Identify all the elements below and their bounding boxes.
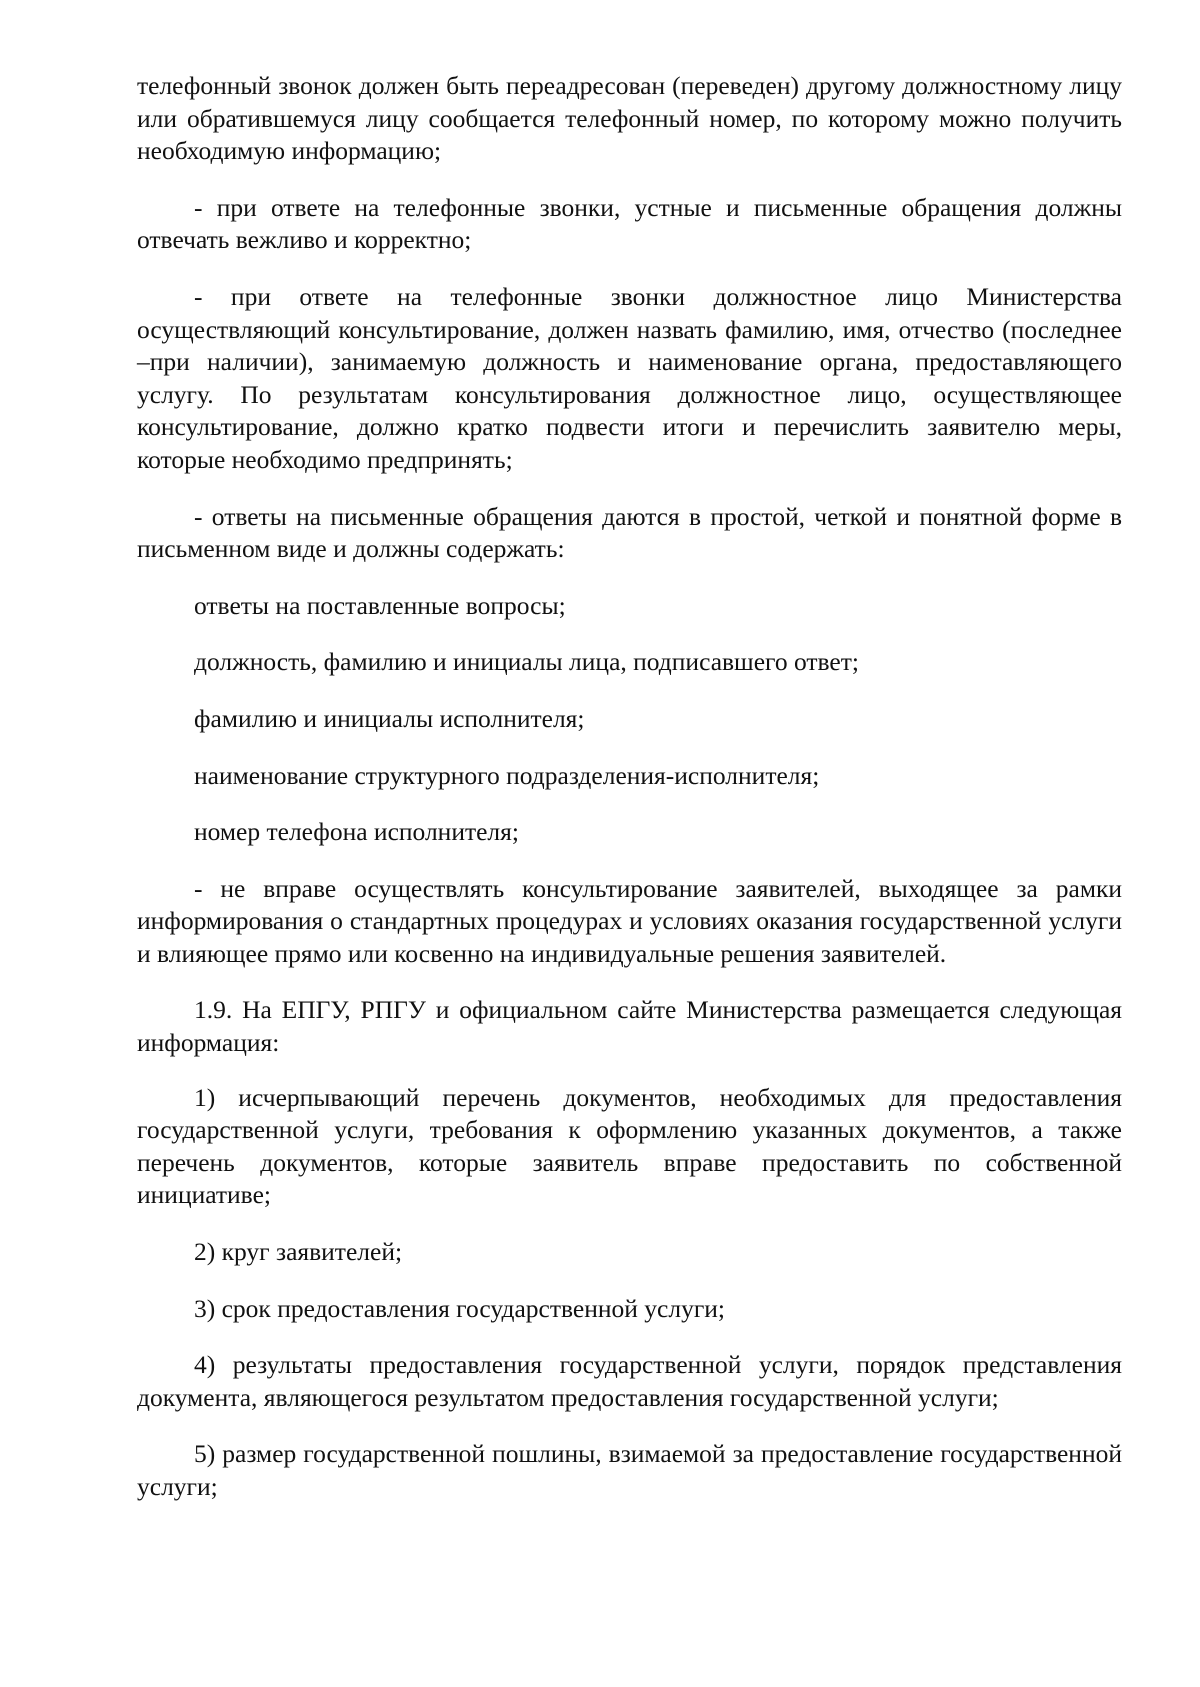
- list-item-3-term: 3) срок предоставления государственной услуги;: [194, 1293, 726, 1323]
- list-item-1-documents: 1) исчерпывающий перечень документов, необходимых для предоставления государственной услуги, требования к оформлению указанных документов, а также перечень документов, которые заявитель вправе предоставить по собственной инициативе;: [137, 1082, 1122, 1210]
- list-item-5-fee: 5) размер государственной пошлины, взимаемой за предоставление государственной услуги;: [137, 1439, 1122, 1501]
- list-item-executor-name: фамилию и инициалы исполнителя;: [194, 703, 585, 733]
- list-item-executor-phone: номер телефона исполнителя;: [194, 817, 519, 847]
- paragraph-phone-consulting: - при ответе на телефонные звонки должностное лицо Министерства осуществляющий консультирование, должен назвать фамилию, имя, отчество (последнее –при наличии), занимаемую должность и наименование органа, предоставляющего услугу. По результатам консультирования должностное лицо, осуществляющее консультирование, должно кратко подвести итоги и перечислить заявителю меры, которые необходимо предпринять;: [137, 281, 1122, 474]
- list-item-signer: должность, фамилию и инициалы лица, подписавшего ответ;: [194, 647, 859, 677]
- list-item-division: наименование структурного подразделения-исполнителя;: [194, 760, 820, 790]
- paragraph-consulting-limits: - не вправе осуществлять консультирование заявителей, выходящее за рамки информирования о стандартных процедурах и условиях оказания государственной услуги и влияющее прямо или косвенно на индивидуальные решения заявителей.: [137, 873, 1122, 968]
- paragraph-polite-answer: - при ответе на телефонные звонки, устные и письменные обращения должны отвечать вежливо и корректно;: [137, 192, 1122, 255]
- paragraph-section-1-9: 1.9. На ЕПГУ, РПГУ и официальном сайте Министерства размещается следующая информация:: [137, 995, 1122, 1058]
- list-item-answers: ответы на поставленные вопросы;: [194, 590, 566, 620]
- list-item-2-applicants: 2) круг заявителей;: [194, 1237, 403, 1267]
- paragraph-written-answers: - ответы на письменные обращения даются в простой, четкой и понятной форме в письменном виде и должны содержать:: [137, 501, 1122, 564]
- paragraph-phone-redirect: телефонный звонок должен быть переадресован (переведен) другому должностному лицу или обратившемуся лицу сообщается телефонный номер, по которому можно получить необходимую информацию;: [137, 71, 1122, 166]
- list-item-4-results: 4) результаты предоставления государственной услуги, порядок представления документа, являющегося результатом предоставления государственной услуги;: [137, 1350, 1122, 1412]
